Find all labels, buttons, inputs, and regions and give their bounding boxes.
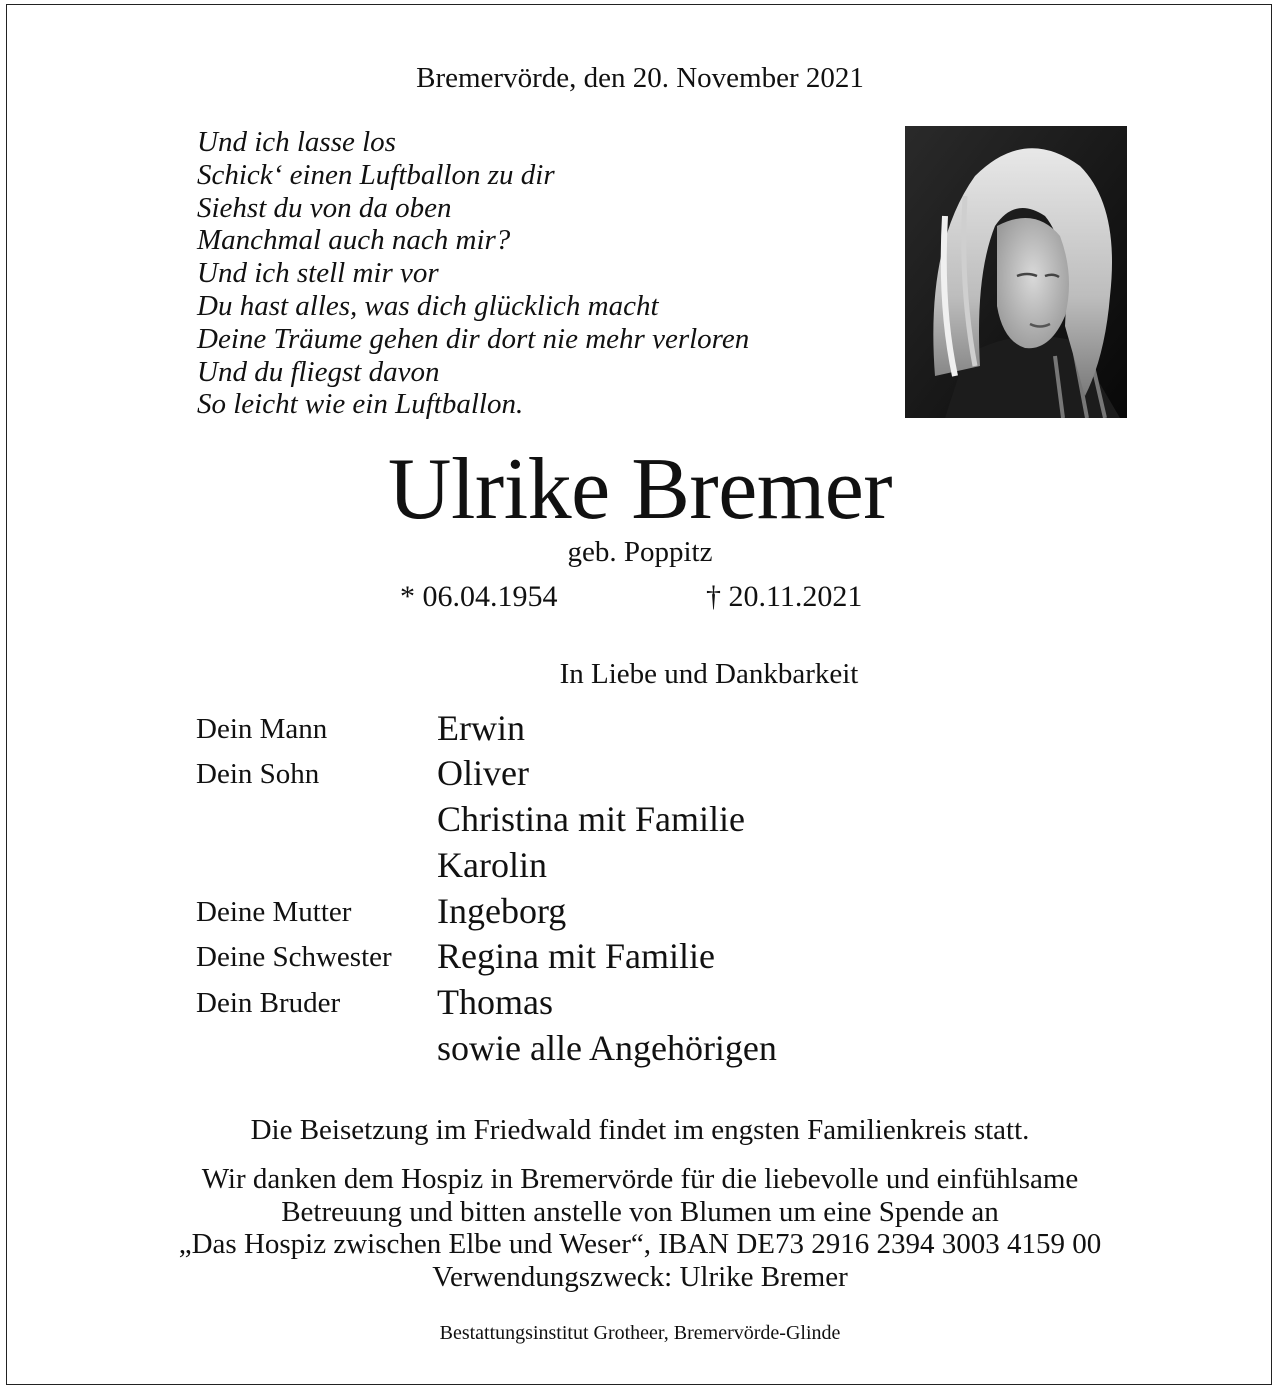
relation-label: Dein Bruder — [196, 987, 341, 1019]
poem-line: Schick‘ einen Luftballon zu dir — [197, 158, 555, 191]
death-date: † 20.11.2021 — [706, 580, 863, 613]
thanks-line: Wir danken dem Hospiz in Bremervörde für die liebevolle und einfühlsame — [201, 1163, 1079, 1195]
poem-line: Du hast alles, was dich glücklich macht — [197, 289, 659, 322]
mourner-name: Oliver — [437, 753, 529, 793]
thanks-line: Betreuung und bitten anstelle von Blumen um eine Spende an — [281, 1195, 999, 1228]
mourner-name: sowie alle Angehörigen — [437, 1028, 777, 1068]
deceased-name: Ulrike Bremer — [387, 441, 893, 538]
mourner-name: Ingeborg — [437, 891, 567, 931]
relation-label: Deine Schwester — [196, 941, 392, 973]
portrait-photo — [905, 126, 1127, 418]
burial-note: Die Beisetzung im Friedwald findet im engsten Familienkreis statt. — [250, 1114, 1030, 1146]
mourner-name: Erwin — [437, 708, 525, 748]
poem — [197, 126, 749, 421]
poem-line: Und du fliegst davon — [197, 355, 440, 388]
relation-label: Dein Mann — [196, 713, 328, 745]
poem-line: Und ich stell mir vor — [197, 257, 439, 290]
relation-label: Deine Mutter — [196, 896, 352, 928]
thanks-note — [0, 1163, 1280, 1293]
relation-label: Dein Sohn — [196, 758, 320, 790]
mourner-name: Christina mit Familie — [437, 799, 745, 839]
mourner-name: Karolin — [437, 845, 547, 885]
poem-line: So leicht wie ein Luftballon. — [197, 388, 524, 421]
date-line: Bremervörde, den 20. November 2021 — [416, 62, 864, 94]
poem-line: Und ich lasse los — [197, 126, 396, 158]
thanks-line: „Das Hospiz zwischen Elbe und Weser“, IBAN DE73 2916 2394 3003 4159 00 — [178, 1228, 1102, 1261]
birth-name: geb. Poppitz — [567, 536, 713, 568]
mourner-name: Regina mit Familie — [437, 936, 715, 976]
poem-line: Manchmal auch nach mir? — [197, 224, 511, 257]
poem-line: Deine Träume gehen dir dort nie mehr verloren — [197, 322, 750, 355]
poem-line: Siehst du von da oben — [197, 191, 452, 224]
thanks-line: Verwendungszweck: Ulrike Bremer — [432, 1260, 848, 1293]
mourner-name: Thomas — [437, 982, 553, 1022]
birth-date: * 06.04.1954 — [400, 580, 558, 613]
undertaker-line: Bestattungsinstitut Grotheer, Bremervörde-Glinde — [439, 1322, 841, 1344]
mourners-heading: In Liebe und Dankbarkeit — [559, 658, 859, 690]
